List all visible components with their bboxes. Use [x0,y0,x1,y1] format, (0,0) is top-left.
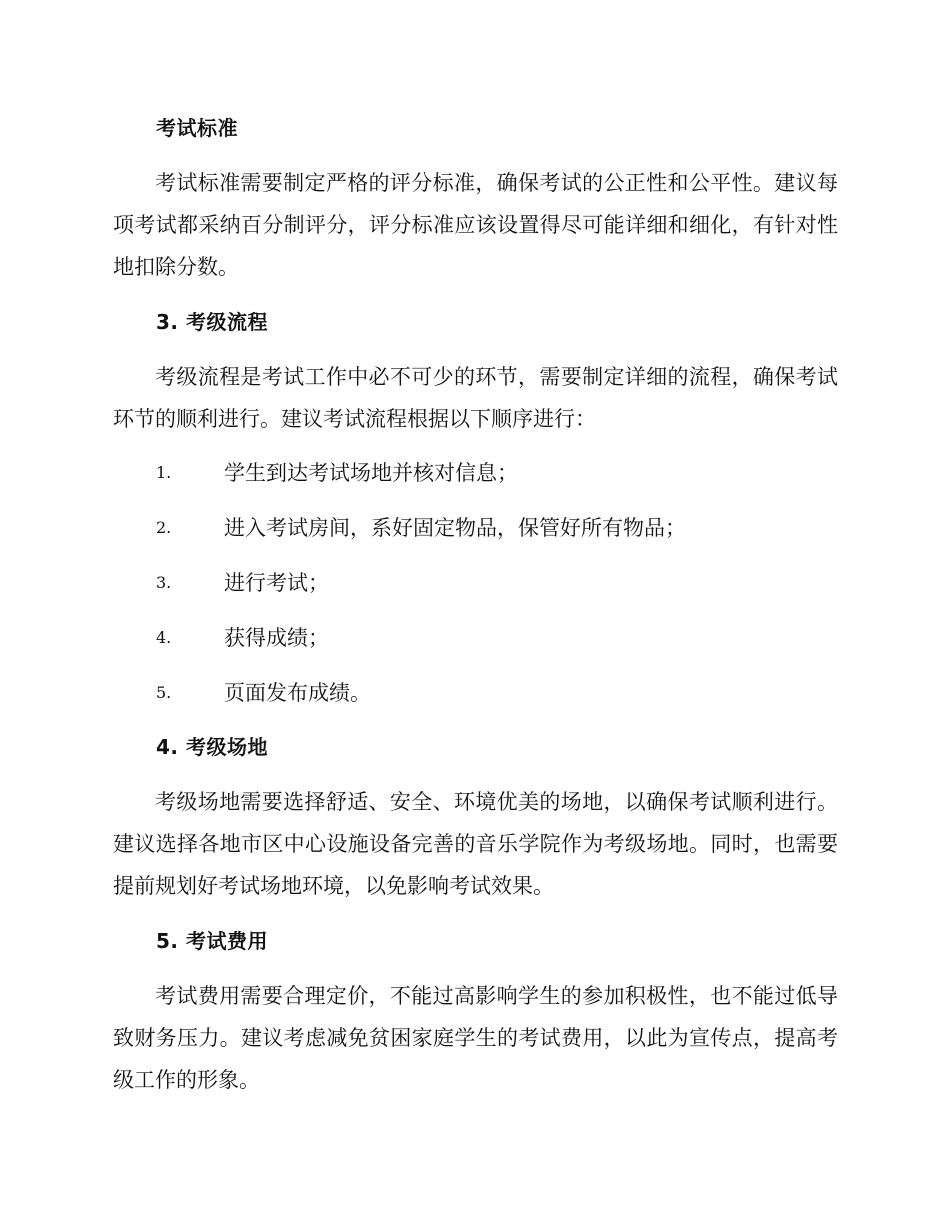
list-item-text: 学生到达考试场地并核对信息； [224,461,518,485]
section-heading-exam-standard: 考试标准 [156,116,238,140]
section-heading-exam-process: 3. 考级流程 [156,310,268,334]
paragraph-exam-standard: 考试标准需要制定严格的评分标准，确保考试的公正性和公平性。建议每项考试都采纳百分制评分，评分标准应该设置得尽可能详细和细化，有针对性地扣除分数。 [113,171,838,279]
list-item-number: 1. [156,463,172,482]
list-item-text: 页面发布成绩。 [224,681,371,705]
section-heading-exam-fee: 5. 考试费用 [156,929,268,953]
list-item-number: 3. [156,573,172,592]
paragraph-exam-venue: 考级场地需要选择舒适、安全、环境优美的场地，以确保考试顺利进行。建议选择各地市区中心设施设备完善的音乐学院作为考级场地。同时，也需要提前规划好考试场地环境，以免影响考试效果。 [113,790,838,898]
paragraph-exam-fee: 考试费用需要合理定价，不能过高影响学生的参加积极性，也不能过低导致财务压力。建议考虑减免贫困家庭学生的考试费用，以此为宣传点，提高考级工作的形象。 [113,984,838,1092]
paragraph-exam-process: 考级流程是考试工作中必不可少的环节，需要制定详细的流程，确保考试环节的顺利进行。建议考试流程根据以下顺序进行： [113,365,838,431]
section-heading-exam-venue: 4. 考级场地 [156,735,268,759]
list-item-text: 获得成绩； [224,626,329,650]
list-item-number: 2. [156,518,172,537]
list-item-text: 进入考试房间，系好固定物品，保管好所有物品； [224,516,686,540]
list-item-number: 5. [156,683,172,702]
list-item-number: 4. [156,628,172,647]
list-item-text: 进行考试； [224,571,329,595]
